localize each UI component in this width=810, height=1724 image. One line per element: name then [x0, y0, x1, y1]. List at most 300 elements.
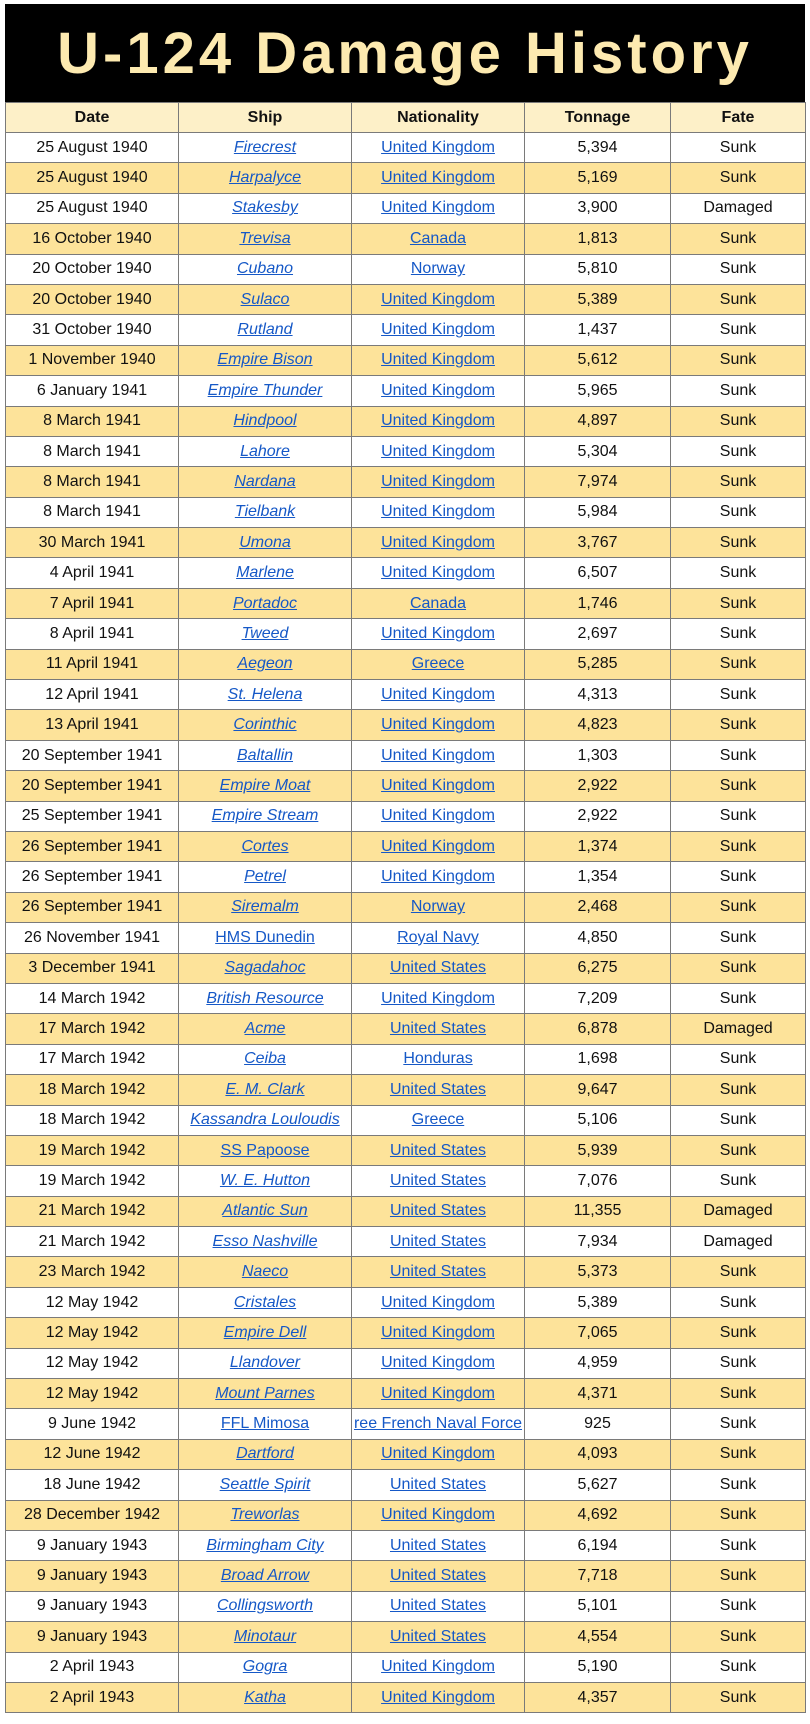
table-row [6, 588, 806, 618]
nationality-link[interactable]: United States [389, 1202, 487, 1220]
nationality-link[interactable]: United Kingdom [381, 807, 495, 825]
ship-cell [179, 953, 352, 983]
tonnage-cell: 1,746 [525, 588, 671, 618]
ship-link[interactable]: Minotaur [233, 1627, 297, 1645]
nationality-cell [352, 315, 525, 345]
date-cell: 2 April 1943 [6, 1652, 179, 1682]
ship-cell [179, 588, 352, 618]
fate-cell: Sunk [671, 315, 806, 345]
nationality-link[interactable]: United Kingdom [381, 1506, 495, 1524]
tonnage-cell: 1,698 [525, 1044, 671, 1074]
nationality-cell [352, 436, 525, 466]
table-row [6, 1409, 806, 1439]
fate-cell: Sunk [671, 771, 806, 801]
nationality-cell [352, 983, 525, 1013]
table-row [6, 1622, 806, 1652]
ship-link[interactable]: Aegeon [237, 655, 293, 673]
ship-link[interactable]: Cristales [233, 1293, 297, 1311]
nationality-link[interactable]: United Kingdom [381, 169, 495, 187]
nationality-link[interactable]: Honduras [403, 1050, 473, 1068]
table-row [6, 467, 806, 497]
tonnage-cell: 5,304 [525, 436, 671, 466]
date-cell: 11 April 1941 [6, 649, 179, 679]
ship-link[interactable]: Mount Parnes [215, 1384, 315, 1402]
ship-link[interactable]: Corinthic [233, 716, 297, 734]
table-row [6, 497, 806, 527]
table-row [6, 1348, 806, 1378]
fate-cell: Sunk [671, 680, 806, 710]
nationality-link[interactable]: United Kingdom [381, 746, 495, 764]
tonnage-cell: 1,813 [525, 224, 671, 254]
tonnage-cell: 2,468 [525, 892, 671, 922]
nationality-link[interactable]: United States [389, 1567, 487, 1585]
nationality-link[interactable]: United Kingdom [381, 564, 495, 582]
date-cell: 26 September 1941 [6, 831, 179, 861]
date-cell: 20 October 1940 [6, 284, 179, 314]
ship-link[interactable]: Lahore [240, 442, 290, 460]
nationality-link[interactable]: United Kingdom [381, 503, 495, 521]
column-header-date[interactable]: Date [6, 103, 179, 133]
fate-cell: Sunk [671, 983, 806, 1013]
nationality-cell [352, 1135, 525, 1165]
nationality-link[interactable]: United Kingdom [381, 1688, 495, 1706]
nationality-link[interactable]: United Kingdom [381, 290, 495, 308]
date-cell: 9 January 1943 [6, 1561, 179, 1591]
date-cell: 14 March 1942 [6, 983, 179, 1013]
date-cell: 9 January 1943 [6, 1591, 179, 1621]
fate-cell: Sunk [671, 740, 806, 770]
ship-cell [179, 406, 352, 436]
fate-cell: Sunk [671, 345, 806, 375]
ship-link[interactable]: Esso Nashville [212, 1232, 318, 1250]
tonnage-cell: 7,934 [525, 1227, 671, 1257]
nationality-link[interactable]: Canada [409, 229, 467, 247]
ship-cell [179, 1409, 352, 1439]
tonnage-cell: 2,697 [525, 619, 671, 649]
ship-link[interactable]: Llandover [229, 1354, 301, 1372]
nationality-cell [352, 133, 525, 163]
nationality-link[interactable]: United States [389, 1475, 487, 1493]
nationality-link[interactable]: United Kingdom [381, 776, 495, 794]
ship-link[interactable]: Marlene [236, 564, 294, 582]
column-header-ship[interactable]: Ship [179, 103, 352, 133]
ship-link[interactable]: Dartford [236, 1445, 294, 1463]
nationality-link[interactable]: United Kingdom [381, 533, 495, 551]
ship-link[interactable]: Firecrest [233, 138, 297, 156]
ship-link[interactable]: Harpalyce [228, 169, 302, 187]
nationality-cell [352, 284, 525, 314]
nationality-cell [352, 497, 525, 527]
nationality-cell [352, 558, 525, 588]
ship-link[interactable]: Cortes [241, 837, 289, 855]
damage-history-table [5, 102, 806, 1713]
ship-cell [179, 1530, 352, 1560]
date-cell: 18 March 1942 [6, 1105, 179, 1135]
ship-link[interactable]: Cubano [236, 260, 294, 278]
nationality-cell [352, 163, 525, 193]
ship-cell [179, 1591, 352, 1621]
ship-link[interactable]: Ceiba [244, 1050, 286, 1068]
nationality-link[interactable]: United States [389, 1263, 487, 1281]
nationality-link[interactable]: Norway [410, 260, 466, 278]
tonnage-cell: 4,959 [525, 1348, 671, 1378]
fate-cell: Sunk [671, 1500, 806, 1530]
ship-link[interactable]: Tweed [241, 624, 289, 642]
ship-cell [179, 1014, 352, 1044]
nationality-link[interactable]: United Kingdom [381, 1445, 495, 1463]
table-row [6, 1196, 806, 1226]
nationality-link[interactable]: United Kingdom [381, 624, 495, 642]
fate-cell: Sunk [671, 1561, 806, 1591]
tonnage-cell: 5,285 [525, 649, 671, 679]
tonnage-cell: 5,190 [525, 1652, 671, 1682]
nationality-cell [352, 649, 525, 679]
fate-cell: Sunk [671, 892, 806, 922]
nationality-link[interactable]: United Kingdom [381, 1323, 495, 1341]
fate-cell: Sunk [671, 254, 806, 284]
table-row [6, 284, 806, 314]
tonnage-cell: 5,389 [525, 1287, 671, 1317]
fate-cell: Sunk [671, 497, 806, 527]
date-cell: 18 March 1942 [6, 1075, 179, 1105]
table-row [6, 528, 806, 558]
ship-cell [179, 649, 352, 679]
date-cell: 17 March 1942 [6, 1014, 179, 1044]
ship-link[interactable]: Empire Thunder [207, 381, 323, 399]
date-cell: 17 March 1942 [6, 1044, 179, 1074]
nationality-cell [352, 1682, 525, 1712]
nationality-link[interactable]: Greece [411, 1111, 465, 1129]
nationality-link[interactable]: United Kingdom [381, 1658, 495, 1676]
nationality-link[interactable]: United States [389, 1080, 487, 1098]
ship-link[interactable]: FFL Mimosa [220, 1415, 310, 1433]
column-header-fate[interactable]: Fate [671, 103, 806, 133]
fate-cell: Sunk [671, 831, 806, 861]
tonnage-cell: 3,767 [525, 528, 671, 558]
date-cell: 19 March 1942 [6, 1135, 179, 1165]
fate-cell: Sunk [671, 801, 806, 831]
nationality-link[interactable]: Royal Navy [397, 928, 479, 946]
fate-cell: Sunk [671, 1622, 806, 1652]
table-row [6, 1652, 806, 1682]
tonnage-cell: 1,374 [525, 831, 671, 861]
nationality-link[interactable]: United Kingdom [381, 138, 495, 156]
nationality-link[interactable]: United Kingdom [381, 412, 495, 430]
fate-cell: Damaged [671, 1227, 806, 1257]
date-cell: 26 November 1941 [6, 923, 179, 953]
ship-cell [179, 1227, 352, 1257]
nationality-link[interactable]: United States [389, 1020, 487, 1038]
table-row [6, 376, 806, 406]
tonnage-cell: 9,647 [525, 1075, 671, 1105]
date-cell: 20 October 1940 [6, 254, 179, 284]
table-row [6, 163, 806, 193]
ship-link[interactable]: Umona [239, 533, 291, 551]
table-row [6, 1135, 806, 1165]
nationality-link[interactable]: United Kingdom [381, 989, 495, 1007]
ship-link[interactable]: Empire Moat [219, 776, 311, 794]
nationality-link[interactable]: United States [389, 1141, 487, 1159]
ship-link[interactable]: Tielbank [234, 503, 296, 521]
nationality-link[interactable]: United Kingdom [381, 381, 495, 399]
date-cell: 9 January 1943 [6, 1530, 179, 1560]
date-cell: 21 March 1942 [6, 1196, 179, 1226]
fate-cell: Sunk [671, 1439, 806, 1469]
table-row [6, 1682, 806, 1712]
tonnage-cell: 6,194 [525, 1530, 671, 1560]
ship-cell [179, 558, 352, 588]
tonnage-cell: 4,313 [525, 680, 671, 710]
ship-link[interactable]: Sulaco [240, 290, 290, 308]
nationality-cell [352, 1166, 525, 1196]
date-cell: 12 April 1941 [6, 680, 179, 710]
ship-cell [179, 1105, 352, 1135]
date-cell: 6 January 1941 [6, 376, 179, 406]
tonnage-cell: 1,437 [525, 315, 671, 345]
nationality-cell [352, 1439, 525, 1469]
date-cell: 7 April 1941 [6, 588, 179, 618]
nationality-link[interactable]: United States [389, 1627, 487, 1645]
table-row [6, 1439, 806, 1469]
table-row [6, 1318, 806, 1348]
column-header-tonnage[interactable]: Tonnage [525, 103, 671, 133]
nationality-cell [352, 406, 525, 436]
ship-link[interactable]: E. M. Clark [225, 1080, 305, 1098]
column-header-nationality[interactable]: Nationality [352, 103, 525, 133]
nationality-cell [352, 193, 525, 223]
fate-cell: Sunk [671, 923, 806, 953]
ship-link[interactable]: Baltallin [236, 746, 294, 764]
ship-link[interactable]: Hindpool [233, 412, 297, 430]
nationality-link[interactable]: United Kingdom [381, 1384, 495, 1402]
ship-link[interactable]: Acme [244, 1020, 286, 1038]
fate-cell: Sunk [671, 133, 806, 163]
nationality-link[interactable]: United Kingdom [381, 868, 495, 886]
ship-link[interactable]: HMS Dunedin [215, 928, 315, 946]
date-cell: 8 March 1941 [6, 467, 179, 497]
fate-cell: Sunk [671, 1166, 806, 1196]
ship-cell [179, 1287, 352, 1317]
nationality-link[interactable]: Canada [409, 594, 467, 612]
ship-link[interactable]: Empire Dell [223, 1323, 307, 1341]
fate-cell: Sunk [671, 619, 806, 649]
tonnage-cell: 5,373 [525, 1257, 671, 1287]
nationality-cell [352, 1530, 525, 1560]
nationality-cell [352, 345, 525, 375]
ship-link[interactable]: British Resource [206, 989, 324, 1007]
ship-cell [179, 710, 352, 740]
fate-cell: Sunk [671, 1257, 806, 1287]
nationality-cell [352, 680, 525, 710]
nationality-link[interactable]: United Kingdom [381, 472, 495, 490]
tonnage-cell: 4,850 [525, 923, 671, 953]
nationality-link[interactable]: United Kingdom [381, 199, 495, 217]
ship-cell [179, 862, 352, 892]
ship-link[interactable]: Petrel [244, 868, 286, 886]
ship-cell [179, 1561, 352, 1591]
tonnage-cell: 5,627 [525, 1470, 671, 1500]
ship-link[interactable]: Naeco [241, 1263, 289, 1281]
nationality-cell [352, 1348, 525, 1378]
fate-cell: Sunk [671, 1379, 806, 1409]
fate-cell: Sunk [671, 224, 806, 254]
table-row [6, 1530, 806, 1560]
nationality-link[interactable]: United Kingdom [381, 442, 495, 460]
fate-cell: Sunk [671, 1044, 806, 1074]
date-cell: 8 March 1941 [6, 406, 179, 436]
ship-link[interactable]: Trevisa [239, 229, 291, 247]
table-row [6, 649, 806, 679]
tonnage-cell: 6,275 [525, 953, 671, 983]
nationality-link[interactable]: United Kingdom [381, 716, 495, 734]
ship-link[interactable]: Treworlas [230, 1506, 300, 1524]
table-row [6, 133, 806, 163]
nationality-cell [352, 892, 525, 922]
table-row [6, 862, 806, 892]
ship-link[interactable]: Empire Bison [217, 351, 313, 369]
ship-cell [179, 284, 352, 314]
ship-link[interactable]: Empire Stream [211, 807, 319, 825]
ship-link[interactable]: Rutland [237, 321, 293, 339]
ship-cell [179, 315, 352, 345]
ship-link[interactable]: Atlantic Sun [222, 1202, 308, 1220]
table-row [6, 953, 806, 983]
nationality-link[interactable]: ree French Naval Force [353, 1415, 523, 1433]
nationality-cell [352, 467, 525, 497]
date-cell: 2 April 1943 [6, 1682, 179, 1712]
tonnage-cell: 5,101 [525, 1591, 671, 1621]
ship-link[interactable]: Nardana [234, 472, 296, 490]
nationality-link[interactable]: United Kingdom [381, 351, 495, 369]
tonnage-cell: 5,106 [525, 1105, 671, 1135]
ship-link[interactable]: Seattle Spirit [219, 1475, 311, 1493]
ship-cell [179, 1348, 352, 1378]
date-cell: 28 December 1942 [6, 1500, 179, 1530]
ship-link[interactable]: Katha [244, 1688, 286, 1706]
table-row [6, 710, 806, 740]
nationality-cell [352, 1591, 525, 1621]
tonnage-cell: 7,209 [525, 983, 671, 1013]
table-row [6, 801, 806, 831]
ship-cell [179, 1196, 352, 1226]
nationality-link[interactable]: United States [389, 959, 487, 977]
date-cell: 23 March 1942 [6, 1257, 179, 1287]
ship-link[interactable]: Birmingham City [206, 1536, 324, 1554]
table-row [6, 1287, 806, 1317]
ship-cell [179, 224, 352, 254]
ship-link[interactable]: Broad Arrow [220, 1567, 310, 1585]
table-row [6, 1257, 806, 1287]
tonnage-cell: 5,810 [525, 254, 671, 284]
ship-cell [179, 1075, 352, 1105]
ship-cell [179, 1470, 352, 1500]
ship-cell [179, 1682, 352, 1712]
ship-link[interactable]: Sagadahoc [224, 959, 306, 977]
nationality-link[interactable]: United Kingdom [381, 321, 495, 339]
table-row [6, 1500, 806, 1530]
ship-link[interactable]: Stakesby [232, 199, 298, 217]
nationality-cell [352, 1318, 525, 1348]
fate-cell: Sunk [671, 1135, 806, 1165]
date-cell: 4 April 1941 [6, 558, 179, 588]
nationality-link[interactable]: United Kingdom [381, 1354, 495, 1372]
date-cell: 3 December 1941 [6, 953, 179, 983]
ship-link[interactable]: Siremalm [231, 898, 299, 916]
nationality-cell [352, 740, 525, 770]
nationality-link[interactable]: Greece [411, 655, 465, 673]
table-row [6, 1044, 806, 1074]
ship-link[interactable]: Kassandra Louloudis [190, 1111, 340, 1129]
fate-cell: Sunk [671, 436, 806, 466]
nationality-link[interactable]: United States [389, 1171, 487, 1189]
nationality-link[interactable]: United Kingdom [381, 1293, 495, 1311]
nationality-link[interactable]: United States [389, 1597, 487, 1615]
title-banner [5, 4, 805, 102]
nationality-link[interactable]: United Kingdom [381, 685, 495, 703]
tonnage-cell: 925 [525, 1409, 671, 1439]
date-cell: 26 September 1941 [6, 862, 179, 892]
nationality-cell [352, 1379, 525, 1409]
tonnage-cell: 5,612 [525, 345, 671, 375]
table-row [6, 1379, 806, 1409]
ship-link[interactable]: SS Papoose [220, 1141, 310, 1159]
date-cell: 12 May 1942 [6, 1318, 179, 1348]
table-row [6, 1561, 806, 1591]
ship-cell [179, 1500, 352, 1530]
nationality-cell [352, 1561, 525, 1591]
date-cell: 18 June 1942 [6, 1470, 179, 1500]
ship-link[interactable]: W. E. Hutton [219, 1171, 311, 1189]
tonnage-cell: 5,169 [525, 163, 671, 193]
ship-link[interactable]: Collingsworth [216, 1597, 314, 1615]
ship-cell [179, 831, 352, 861]
table-row [6, 315, 806, 345]
ship-link[interactable]: St. Helena [227, 685, 303, 703]
nationality-cell [352, 528, 525, 558]
table-row [6, 892, 806, 922]
date-cell: 12 May 1942 [6, 1379, 179, 1409]
ship-link[interactable]: Portadoc [232, 594, 298, 612]
tonnage-cell: 4,823 [525, 710, 671, 740]
tonnage-cell: 4,692 [525, 1500, 671, 1530]
fate-cell: Sunk [671, 376, 806, 406]
nationality-link[interactable]: Norway [410, 898, 466, 916]
table-row [6, 771, 806, 801]
fate-cell: Sunk [671, 1591, 806, 1621]
table-row [6, 558, 806, 588]
fate-cell: Sunk [671, 406, 806, 436]
date-cell: 12 May 1942 [6, 1287, 179, 1317]
ship-cell [179, 1379, 352, 1409]
fate-cell: Sunk [671, 1470, 806, 1500]
nationality-link[interactable]: United Kingdom [381, 837, 495, 855]
nationality-link[interactable]: United States [389, 1232, 487, 1250]
date-cell: 1 November 1940 [6, 345, 179, 375]
nationality-link[interactable]: United States [389, 1536, 487, 1554]
tonnage-cell: 7,718 [525, 1561, 671, 1591]
table-row [6, 1470, 806, 1500]
table-body [6, 133, 806, 1713]
date-cell: 25 August 1940 [6, 133, 179, 163]
nationality-cell [352, 588, 525, 618]
tonnage-cell: 7,076 [525, 1166, 671, 1196]
ship-link[interactable]: Gogra [242, 1658, 288, 1676]
ship-cell [179, 1318, 352, 1348]
table-row [6, 406, 806, 436]
tonnage-cell: 4,357 [525, 1682, 671, 1712]
nationality-cell [352, 923, 525, 953]
ship-cell [179, 619, 352, 649]
